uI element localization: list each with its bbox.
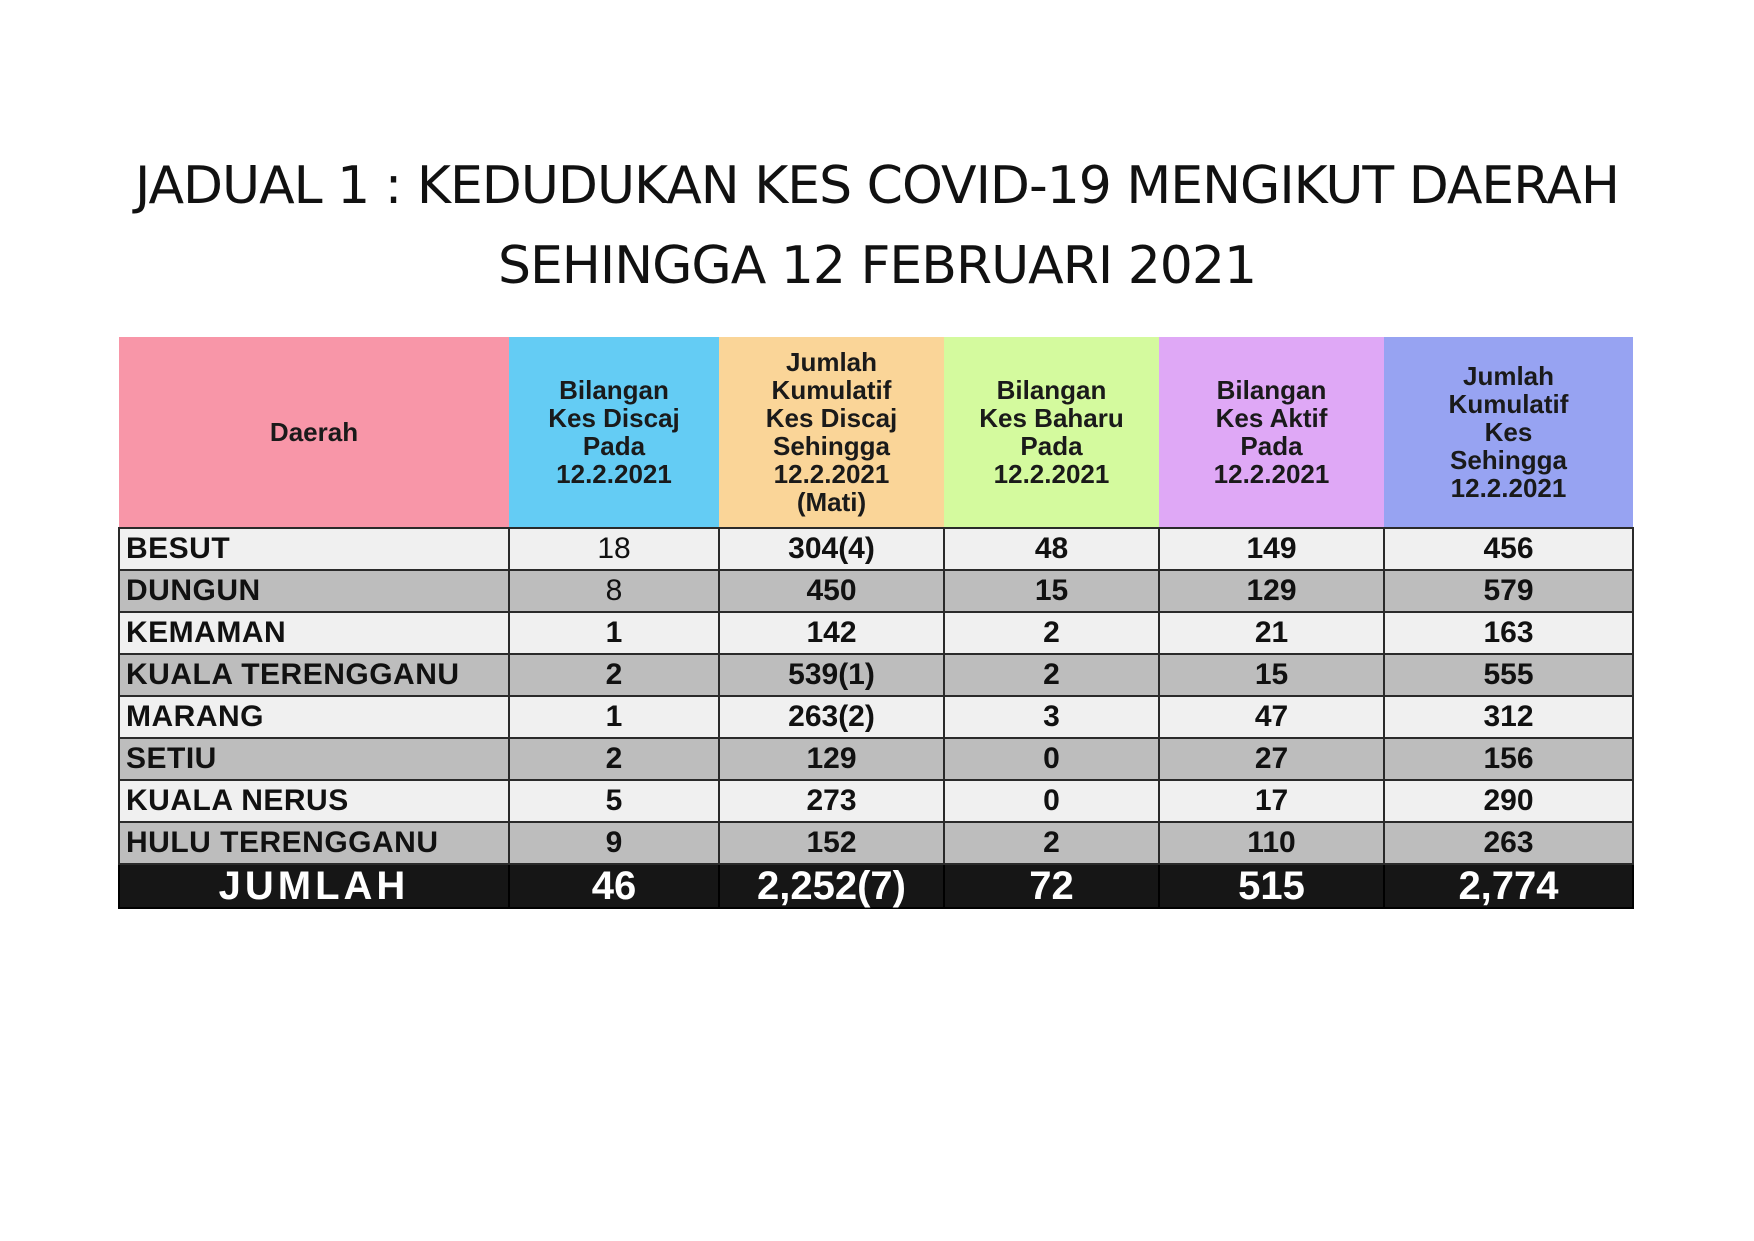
discharged-today-cell: 8 xyxy=(509,570,719,612)
table-row xyxy=(119,654,1633,696)
new-cases-cell: 2 xyxy=(944,612,1159,654)
covid-cases-table xyxy=(118,337,1634,909)
new-cases-cell: 2 xyxy=(944,654,1159,696)
district-cell: KEMAMAN xyxy=(119,612,509,654)
cumulative-discharged-cell: 539(1) xyxy=(719,654,944,696)
header-daerah: Daerah xyxy=(119,337,509,528)
active-cases-cell: 47 xyxy=(1159,696,1384,738)
cumulative-discharged-cell: 263(2) xyxy=(719,696,944,738)
cumulative-cases-cell: 290 xyxy=(1384,780,1633,822)
discharged-today-cell: 1 xyxy=(509,696,719,738)
table-row xyxy=(119,738,1633,780)
district-cell: SETIU xyxy=(119,738,509,780)
cumulative-discharged-cell: 129 xyxy=(719,738,944,780)
new-cases-cell: 48 xyxy=(944,528,1159,570)
cumulative-cases-cell: 555 xyxy=(1384,654,1633,696)
total-row xyxy=(119,864,1633,908)
cumulative-cases-cell: 263 xyxy=(1384,822,1633,864)
new-cases-cell: 2 xyxy=(944,822,1159,864)
table-header-row xyxy=(119,337,1633,528)
header-new-cases: Bilangan Kes Baharu Pada 12.2.2021 xyxy=(944,337,1159,528)
cumulative-cases-cell: 163 xyxy=(1384,612,1633,654)
total-active-cases: 515 xyxy=(1159,864,1384,908)
total-discharged-today: 46 xyxy=(509,864,719,908)
cumulative-discharged-cell: 450 xyxy=(719,570,944,612)
total-cumulative-cases: 2,774 xyxy=(1384,864,1633,908)
table-row xyxy=(119,780,1633,822)
cumulative-cases-cell: 456 xyxy=(1384,528,1633,570)
district-cell: KUALA NERUS xyxy=(119,780,509,822)
active-cases-cell: 21 xyxy=(1159,612,1384,654)
new-cases-cell: 0 xyxy=(944,780,1159,822)
discharged-today-cell: 1 xyxy=(509,612,719,654)
table-row xyxy=(119,822,1633,864)
active-cases-cell: 110 xyxy=(1159,822,1384,864)
page-title: JADUAL 1 : KEDUDUKAN KES COVID-19 MENGIKUT DAERAH xyxy=(135,156,1619,216)
active-cases-cell: 27 xyxy=(1159,738,1384,780)
cumulative-cases-cell: 579 xyxy=(1384,570,1633,612)
header-active-cases: Bilangan Kes Aktif Pada 12.2.2021 xyxy=(1159,337,1384,528)
district-cell: HULU TERENGGANU xyxy=(119,822,509,864)
table-row xyxy=(119,570,1633,612)
discharged-today-cell: 2 xyxy=(509,738,719,780)
header-discharged-today: Bilangan Kes Discaj Pada 12.2.2021 xyxy=(509,337,719,528)
cumulative-discharged-cell: 304(4) xyxy=(719,528,944,570)
district-cell: BESUT xyxy=(119,528,509,570)
discharged-today-cell: 5 xyxy=(509,780,719,822)
table-row xyxy=(119,696,1633,738)
active-cases-cell: 129 xyxy=(1159,570,1384,612)
district-cell: DUNGUN xyxy=(119,570,509,612)
cumulative-discharged-cell: 152 xyxy=(719,822,944,864)
table-row xyxy=(119,528,1633,570)
new-cases-cell: 0 xyxy=(944,738,1159,780)
total-label: JUMLAH xyxy=(119,864,509,908)
page-subtitle: SEHINGGA 12 FEBRUARI 2021 xyxy=(497,236,1257,296)
cumulative-discharged-cell: 142 xyxy=(719,612,944,654)
discharged-today-cell: 9 xyxy=(509,822,719,864)
active-cases-cell: 15 xyxy=(1159,654,1384,696)
active-cases-cell: 17 xyxy=(1159,780,1384,822)
cumulative-discharged-cell: 273 xyxy=(719,780,944,822)
new-cases-cell: 3 xyxy=(944,696,1159,738)
header-cumulative-cases: Jumlah Kumulatif Kes Sehingga 12.2.2021 xyxy=(1384,337,1633,528)
total-new-cases: 72 xyxy=(944,864,1159,908)
discharged-today-cell: 2 xyxy=(509,654,719,696)
new-cases-cell: 15 xyxy=(944,570,1159,612)
cumulative-cases-cell: 156 xyxy=(1384,738,1633,780)
total-cumulative-discharged: 2,252(7) xyxy=(719,864,944,908)
active-cases-cell: 149 xyxy=(1159,528,1384,570)
header-cumulative-discharged: Jumlah Kumulatif Kes Discaj Sehingga 12.2.2021 (Mati) xyxy=(719,337,944,528)
table-row xyxy=(119,612,1633,654)
cumulative-cases-cell: 312 xyxy=(1384,696,1633,738)
district-cell: KUALA TERENGGANU xyxy=(119,654,509,696)
district-cell: MARANG xyxy=(119,696,509,738)
discharged-today-cell: 18 xyxy=(509,528,719,570)
